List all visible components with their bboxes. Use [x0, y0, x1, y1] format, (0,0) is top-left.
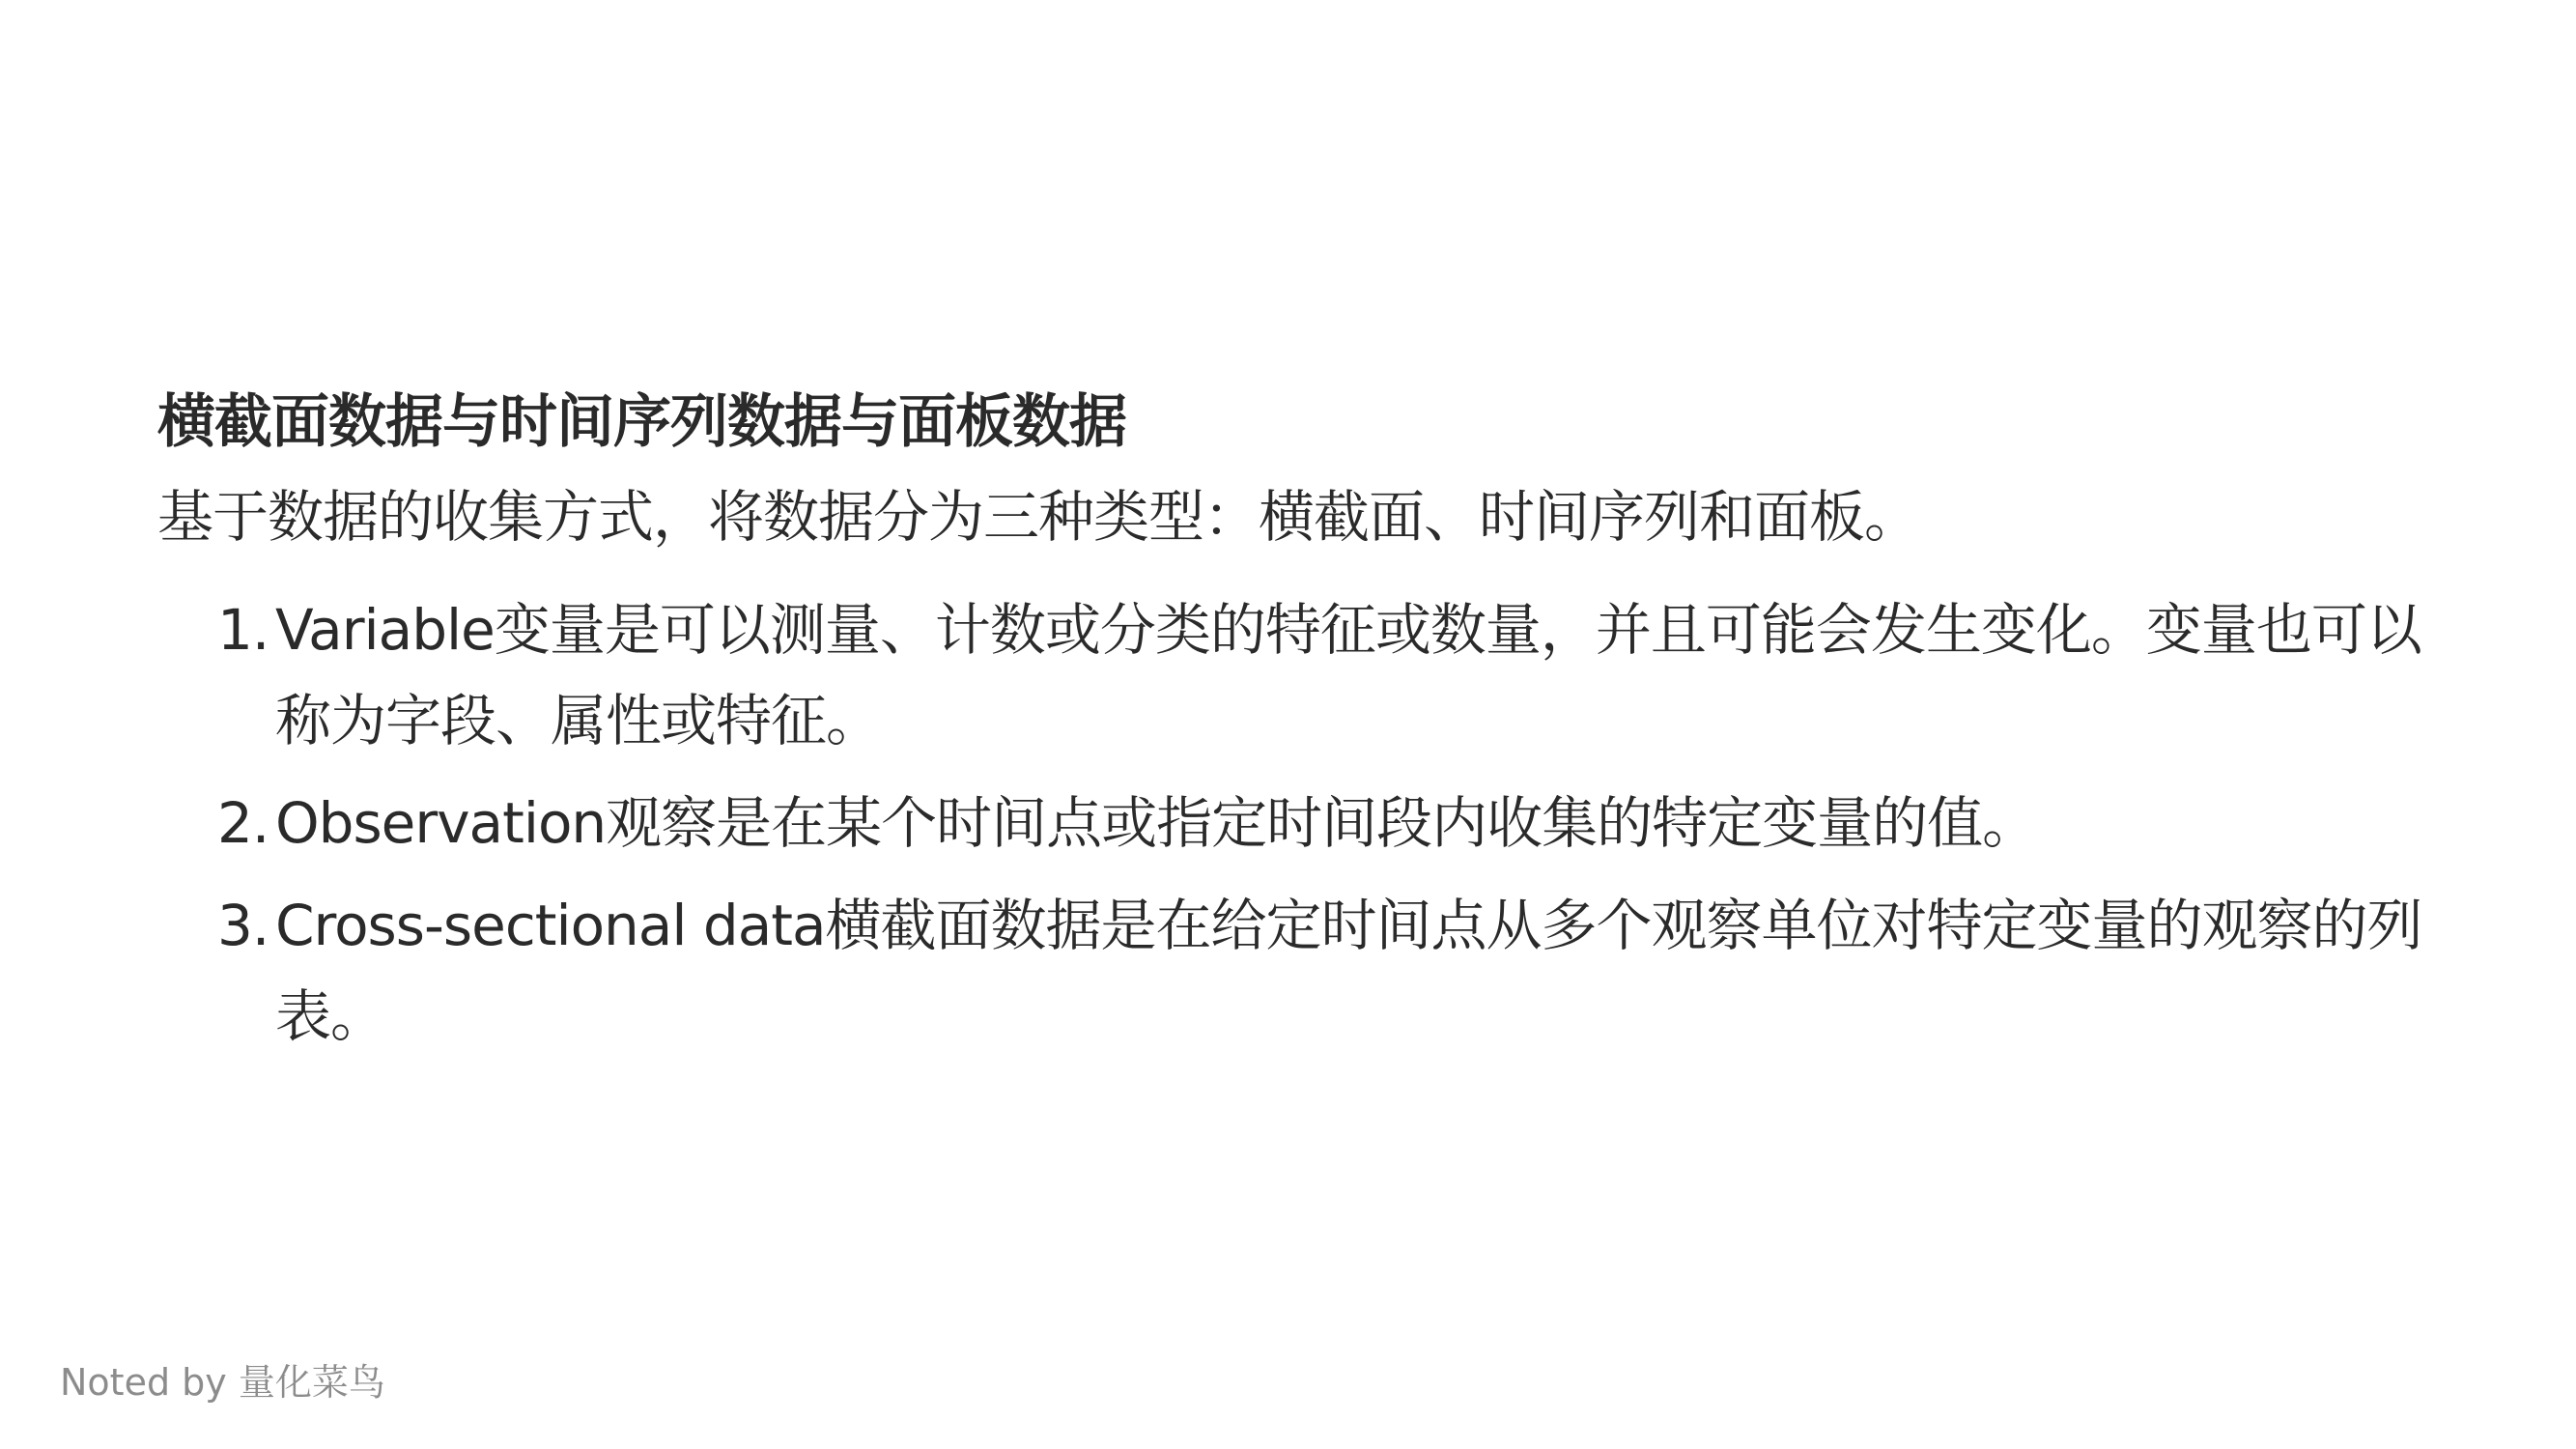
list-item — [157, 778, 2456, 868]
footer-note: Noted by 量化菜鸟 — [60, 1361, 385, 1404]
list-item-number: 2. — [217, 790, 269, 856]
list-item-number: 3. — [217, 893, 269, 958]
list-item-text: Cross-sectional data横截面数据是在给定时间点从多个观察单位对特定变量的观察的列表。 — [275, 893, 2422, 1049]
content-area — [157, 382, 2456, 1073]
intro-paragraph: 基于数据的收集方式，将数据分为三种类型：横截面、时间序列和面板。 — [157, 484, 1920, 550]
list-item-text: Variable变量是可以测量、计数或分类的特征或数量，并且可能会发生变化。变量也可以称为字段、属性或特征。 — [275, 597, 2421, 753]
list-item — [157, 880, 2456, 1062]
list-item-text: Observation观察是在某个时间点或指定时间段内收集的特定变量的值。 — [275, 790, 2038, 856]
slide-title: 横截面数据与时间序列数据与面板数据 — [157, 388, 1126, 456]
list-item — [157, 584, 2456, 766]
list-item-number: 1. — [217, 597, 269, 663]
numbered-list — [157, 584, 2456, 1062]
